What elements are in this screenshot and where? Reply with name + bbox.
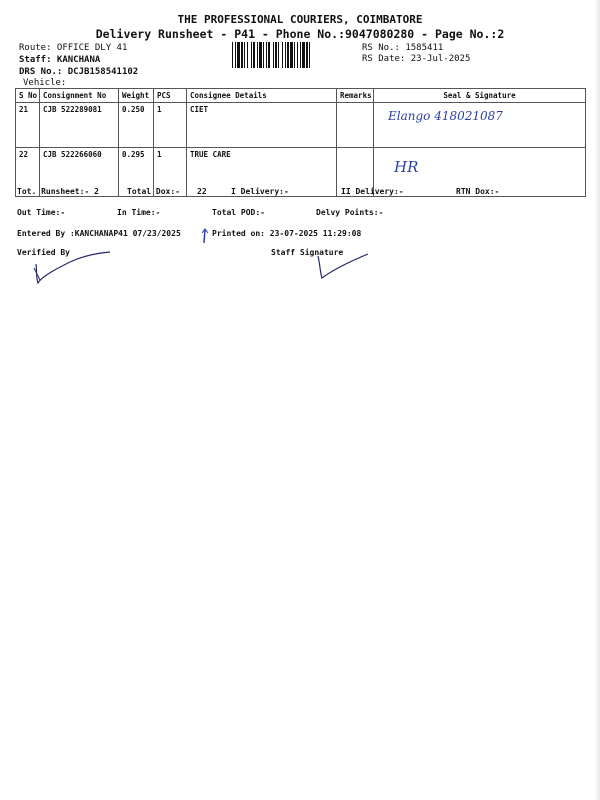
cell-signature: HR bbox=[374, 148, 586, 197]
column-header: Weight bbox=[119, 89, 154, 103]
pen-mark-icon bbox=[201, 228, 209, 244]
staff-signature-mark-icon bbox=[312, 248, 372, 284]
cell-pcs: 1 bbox=[154, 103, 187, 148]
total-dox-value: 22 bbox=[197, 187, 207, 196]
vehicle-label: Vehicle: bbox=[23, 78, 67, 88]
runsheet-table bbox=[15, 88, 586, 197]
ii-delivery-label: II Delivery:- bbox=[341, 187, 404, 196]
cell-consignment: CJB 522266060 bbox=[40, 148, 119, 197]
cell-sno: 21 bbox=[16, 103, 40, 148]
staff-signature-label: Staff Signature bbox=[271, 248, 344, 257]
cell-sno: 22 bbox=[16, 148, 40, 197]
verifier-signature-icon bbox=[28, 250, 113, 286]
column-header: Consignment No bbox=[40, 89, 119, 103]
entered-by: Entered By :KANCHANAP41 07/23/2025 bbox=[17, 229, 181, 238]
delvy-points-label: Delvy Points:- bbox=[316, 208, 384, 217]
verified-by-label: Verified By bbox=[17, 248, 70, 257]
cell-pcs: 1 bbox=[154, 148, 187, 197]
tot-runsheet: Tot. Runsheet:- 2 bbox=[17, 187, 99, 196]
out-time-label: Out Time:- bbox=[17, 208, 66, 217]
column-header: S No bbox=[16, 89, 40, 103]
rs-date: RS Date: 23-Jul-2025 bbox=[362, 54, 471, 64]
total-pod-label: Total POD:- bbox=[212, 208, 265, 217]
cell-consignment: CJB 522289081 bbox=[40, 103, 119, 148]
cell-consignee: TRUE CARE bbox=[187, 148, 337, 197]
rs-number: RS No.: 1585411 bbox=[362, 43, 444, 53]
company-name: THE PROFESSIONAL COURIERS, COIMBATORE bbox=[177, 13, 423, 26]
barcode-icon bbox=[232, 42, 355, 68]
table-row bbox=[16, 103, 586, 148]
cell-signature: Elango 418021087 bbox=[374, 103, 586, 148]
cell-consignee: CIET bbox=[187, 103, 337, 148]
drs-number: DRS No.: DCJB158541102 bbox=[19, 67, 139, 77]
staff-label: Staff: KANCHANA bbox=[19, 55, 101, 65]
column-header: Consignee Details bbox=[187, 89, 337, 103]
rtn-dox-label: RTN Dox:- bbox=[456, 187, 500, 196]
cell-weight: 0.295 bbox=[119, 148, 154, 197]
column-header: PCS bbox=[154, 89, 187, 103]
i-delivery-label: I Delivery:- bbox=[231, 187, 289, 196]
page-title: Delivery Runsheet - P41 - Phone No.:9047080280 - Page No.:2 bbox=[95, 27, 505, 41]
table-header-row bbox=[16, 89, 586, 103]
scan-edge bbox=[594, 0, 600, 800]
total-dox-label: Total Dox:- bbox=[127, 187, 180, 196]
route-label: Route: OFFICE DLY 41 bbox=[19, 43, 128, 53]
column-header: Seal & Signature bbox=[374, 89, 586, 103]
cell-remarks bbox=[337, 103, 374, 148]
cell-weight: 0.250 bbox=[119, 103, 154, 148]
printed-on: Printed on: 23-07-2025 11:29:08 bbox=[212, 229, 362, 238]
table-row bbox=[16, 148, 586, 197]
in-time-label: In Time:- bbox=[117, 208, 161, 217]
column-header: Remarks bbox=[337, 89, 374, 103]
